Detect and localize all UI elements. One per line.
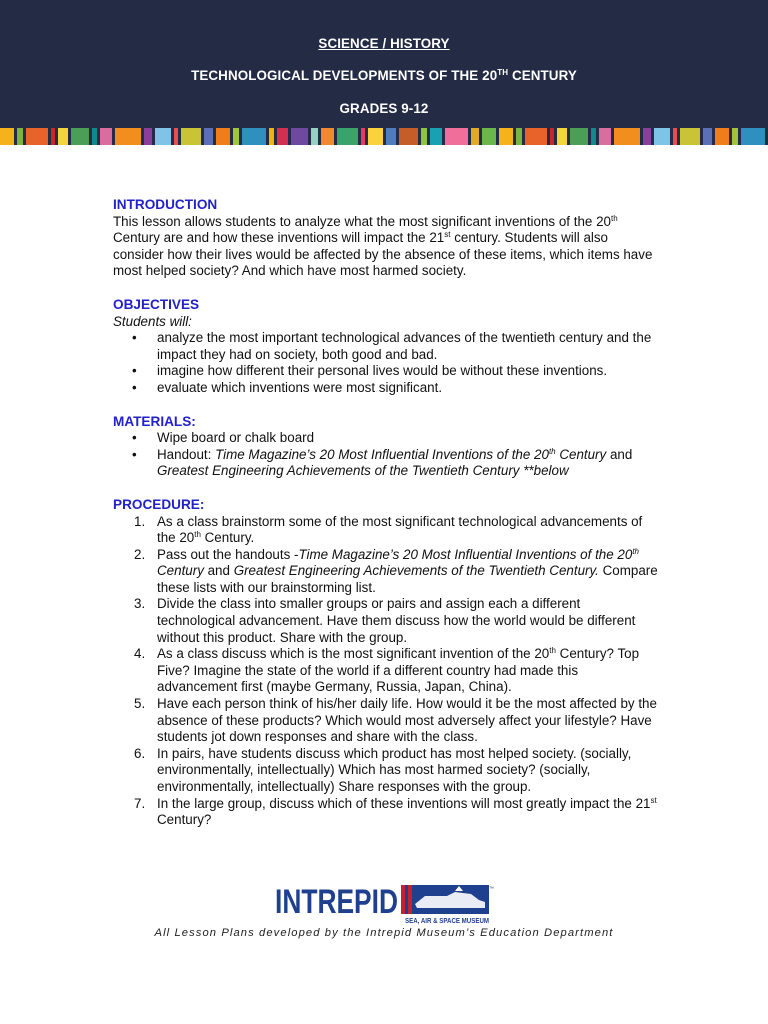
stripe-segment [242, 128, 266, 145]
objectives-list [113, 330, 658, 396]
stripe-segment [614, 128, 640, 145]
lesson-title: TECHNOLOGICAL DEVELOPMENTS OF THE 20TH CENTURY [191, 68, 577, 83]
introduction-text: This lesson allows students to analyze what the most significant inventions of the 20th Century are and how these inventions will impact the 21st century. Students will also consider how their lives would be affected by the absence of these items, which items have most helped society? And which have most harmed society. [113, 213, 653, 279]
subject-title: SCIENCE / HISTORY [318, 36, 450, 51]
stripe-segment [71, 128, 89, 145]
stripe-segment [445, 128, 468, 145]
stripe-segment [570, 128, 588, 145]
stripe-segment [368, 128, 383, 145]
stripe-segment [291, 128, 308, 145]
list-item: 4. As a class discuss which is the most significant invention of the 20th Century? Top Five? Imagine the state of the world if a different country had made this advancement first (maybe Germany, Russia, Japan, China). [134, 646, 640, 695]
list-item: • imagine how different their personal lives would be without these inventions. [113, 363, 658, 380]
stripe-segment [741, 128, 765, 145]
introduction-heading: INTRODUCTION [113, 197, 218, 212]
svg-text:SEA, AIR & SPACE MUSEUM: SEA, AIR & SPACE MUSEUM [405, 916, 489, 925]
list-item: 5. Have each person think of his/her daily life. How would it be the most affected by the absence of these products? Which would most adversely affect your lifestyle? Have students jot down responses and share with the class. [134, 696, 657, 745]
objectives-heading: OBJECTIVES [113, 296, 200, 312]
intrepid-museum-logo [275, 882, 495, 924]
footer-credit: All Lesson Plans developed by the Intrepid Museum’s Education Department [154, 927, 614, 939]
stripe-segment [337, 128, 358, 145]
list-item: 7. In the large group, discuss which of these inventions will most greatly impact the 21st Century? [134, 795, 657, 828]
stripe-segment [321, 128, 334, 145]
objectives-lead: Students will: [113, 313, 192, 329]
stripe-segment [144, 128, 152, 145]
stripe-segment [181, 128, 201, 145]
stripe-segment [26, 128, 48, 145]
stripe-segment [680, 128, 700, 145]
stripe-segment [216, 128, 230, 145]
stripe-segment [100, 128, 112, 145]
stripe-segment [499, 128, 513, 145]
procedure-list [113, 514, 658, 829]
grade-level: GRADES 9-12 [339, 101, 429, 116]
stripe-segment [715, 128, 729, 145]
procedure-heading: PROCEDURE: [113, 496, 205, 512]
lesson-body [113, 197, 658, 829]
stripe-segment [482, 128, 496, 145]
stripe-segment [155, 128, 171, 145]
stripe-segment [115, 128, 141, 145]
stripe-segment [525, 128, 547, 145]
materials-heading: MATERIALS: [113, 413, 196, 429]
stripe-segment [386, 128, 396, 145]
stripe-segment [430, 128, 442, 145]
list-item: 6. In pairs, have students discuss which product has most helped society. (socially, environmentally, intellectually) Which has most harmed society? (socially, environmentally, intellectually) Share responses with the group. [134, 745, 632, 794]
stripe-segment [311, 128, 318, 145]
stripe-segment [399, 128, 418, 145]
list-item: • analyze the most important technological advances of the twentieth century and the impact they had on society, both good and bad. [113, 330, 658, 363]
header-banner [0, 0, 768, 128]
list-item: • Handout: Time Magazine’s 20 Most Influential Inventions of the 20th Century and Greatest Engineering Achievements of the Twentieth Century **below [113, 447, 658, 480]
stripe-segment [204, 128, 213, 145]
stripe-segment [654, 128, 670, 145]
list-item: 3. Divide the class into smaller groups or pairs and assign each a different technological advancement. Have them discuss how the world would be different without this product. Share with the group. [134, 596, 636, 645]
stripe-segment [599, 128, 611, 145]
materials-list [113, 430, 658, 480]
list-item: 2. Pass out the handouts -Time Magazine’s 20 Most Influential Inventions of the 20th Century and Greatest Engineering Achievements of the Twentieth Century. Compare these lists with our brainstorming list. [134, 546, 658, 595]
svg-text:INTREPID: INTREPID [275, 883, 398, 921]
stripe-segment [557, 128, 567, 145]
stripe-segment [703, 128, 712, 145]
decorative-stripe-bar [0, 128, 768, 145]
stripe-segment [277, 128, 288, 145]
list-item: • evaluate which inventions were most significant. [113, 380, 658, 397]
svg-text:™: ™ [489, 886, 494, 892]
stripe-segment [643, 128, 651, 145]
list-item: 1. As a class brainstorm some of the most significant technological advancements of the 20th Century. [134, 513, 643, 546]
stripe-segment [471, 128, 479, 145]
stripe-segment [0, 128, 14, 145]
list-item: • Wipe board or chalk board [113, 430, 658, 447]
stripe-segment [58, 128, 68, 145]
